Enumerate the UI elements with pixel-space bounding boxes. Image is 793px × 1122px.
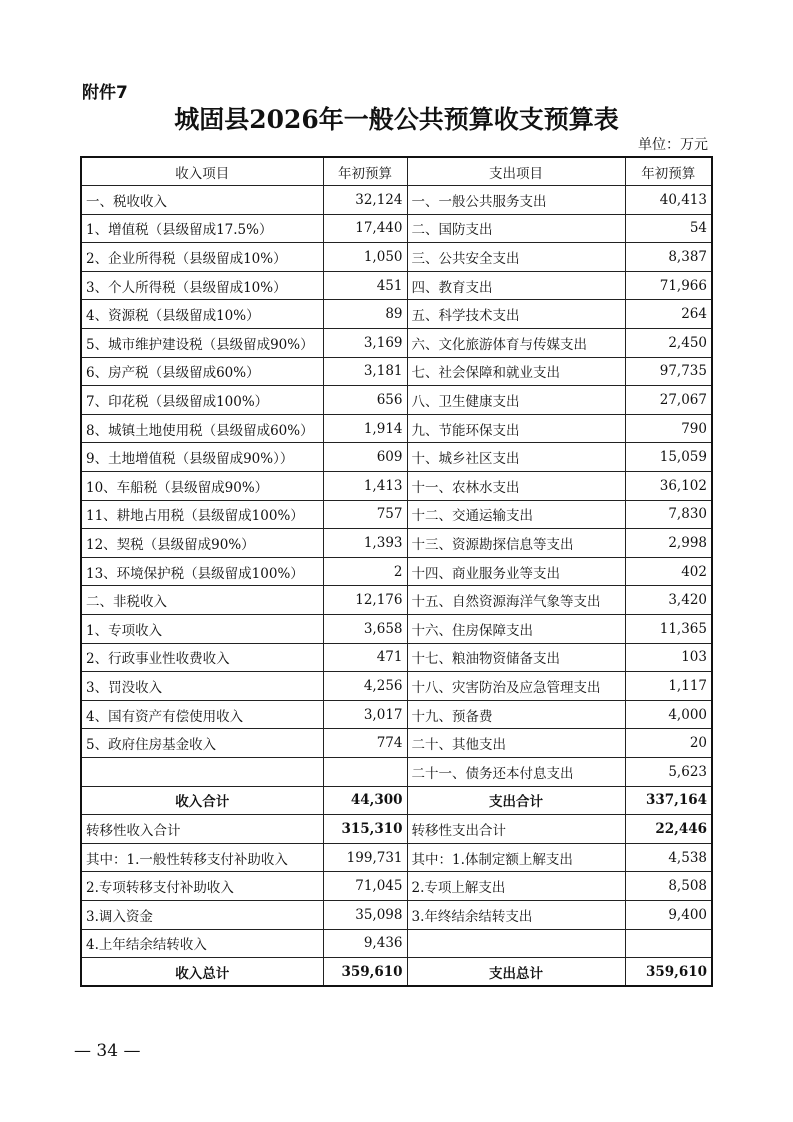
table-row: [81, 500, 712, 529]
expense-item-cell: 二、国防支出: [407, 214, 625, 243]
income-value-cell: 35,098: [323, 900, 407, 929]
expense-item-cell: 十、城乡社区支出: [407, 443, 625, 472]
expense-transfer-label: 转移性支出合计: [407, 815, 625, 844]
expense-item-cell: 二十、其他支出: [407, 729, 625, 758]
income-value-cell: 4,256: [323, 672, 407, 701]
income-value-cell: [323, 757, 407, 786]
table-row: [81, 443, 712, 472]
income-value-cell: 1,413: [323, 472, 407, 501]
expense-value-cell: 8,387: [625, 243, 712, 272]
income-item-cell: 2、企业所得税（县级留成10%）: [81, 243, 323, 272]
expense-grand-total-value: 359,610: [625, 958, 712, 987]
table-row: [81, 186, 712, 215]
table-row: [81, 900, 712, 929]
income-item-cell: 9、土地增值税（县级留成90%））: [81, 443, 323, 472]
income-item-cell: 7、印花税（县级留成100%）: [81, 386, 323, 415]
income-item-cell: 4、资源税（县级留成10%）: [81, 300, 323, 329]
table-row: [81, 529, 712, 558]
income-value-cell: 199,731: [323, 843, 407, 872]
header-income-item: 收入项目: [81, 157, 323, 186]
income-subtotal-label: 收入合计: [81, 786, 323, 815]
expense-value-cell: 5,623: [625, 757, 712, 786]
expense-value-cell: 11,365: [625, 615, 712, 644]
expense-value-cell: 4,000: [625, 700, 712, 729]
table-row: [81, 214, 712, 243]
expense-value-cell: 264: [625, 300, 712, 329]
table-row: [81, 357, 712, 386]
expense-value-cell: 97,735: [625, 357, 712, 386]
expense-item-cell: 六、文化旅游体育与传媒支出: [407, 329, 625, 358]
page-number: — 34 —: [74, 1041, 141, 1061]
header-expense-item: 支出项目: [407, 157, 625, 186]
expense-value-cell: 71,966: [625, 271, 712, 300]
income-item-cell: 13、环境保护税（县级留成100%）: [81, 557, 323, 586]
expense-item-cell: 二十一、债务还本付息支出: [407, 757, 625, 786]
expense-item-cell: 三、公共安全支出: [407, 243, 625, 272]
expense-item-cell: 八、卫生健康支出: [407, 386, 625, 415]
expense-value-cell: 27,067: [625, 386, 712, 415]
income-value-cell: 3,169: [323, 329, 407, 358]
table-row: [81, 615, 712, 644]
income-item-cell: 1、专项收入: [81, 615, 323, 644]
expense-value-cell: 1,117: [625, 672, 712, 701]
table-row: [81, 729, 712, 758]
income-item-cell: 2、行政事业性收费收入: [81, 643, 323, 672]
income-value-cell: 471: [323, 643, 407, 672]
expense-value-cell: 20: [625, 729, 712, 758]
table-row: [81, 929, 712, 958]
income-item-cell: 5、政府住房基金收入: [81, 729, 323, 758]
header-income-budget: 年初预算: [323, 157, 407, 186]
income-item-cell: 2.专项转移支付补助收入: [81, 872, 323, 901]
expense-value-cell: 402: [625, 557, 712, 586]
unit-label: 单位：万元: [638, 137, 708, 153]
income-value-cell: 3,181: [323, 357, 407, 386]
income-value-cell: 1,393: [323, 529, 407, 558]
income-value-cell: 656: [323, 386, 407, 415]
expense-item-cell: 十二、交通运输支出: [407, 500, 625, 529]
expense-value-cell: 15,059: [625, 443, 712, 472]
income-item-cell: 12、契税（县级留成90%）: [81, 529, 323, 558]
income-item-cell: 6、房产税（县级留成60%）: [81, 357, 323, 386]
expense-value-cell: 3,420: [625, 586, 712, 615]
attachment-label: 附件7: [82, 83, 128, 103]
expense-value-cell: 7,830: [625, 500, 712, 529]
table-row: [81, 271, 712, 300]
table-row: [81, 757, 712, 786]
expense-subtotal-value: 337,164: [625, 786, 712, 815]
income-item-cell: 其中：1.一般性转移支付补助收入: [81, 843, 323, 872]
income-transfer-label: 转移性收入合计: [81, 815, 323, 844]
expense-value-cell: 103: [625, 643, 712, 672]
expense-item-cell: 七、社会保障和就业支出: [407, 357, 625, 386]
expense-value-cell: 36,102: [625, 472, 712, 501]
table-row: [81, 414, 712, 443]
expense-item-cell: 2.专项上解支出: [407, 872, 625, 901]
table-row: [81, 672, 712, 701]
table-row: [81, 386, 712, 415]
income-item-cell: 3、罚没收入: [81, 672, 323, 701]
income-value-cell: 17,440: [323, 214, 407, 243]
income-value-cell: 1,050: [323, 243, 407, 272]
income-value-cell: 32,124: [323, 186, 407, 215]
table-row: [81, 557, 712, 586]
expense-item-cell: 十五、自然资源海洋气象等支出: [407, 586, 625, 615]
expense-item-cell: 其中：1.体制定额上解支出: [407, 843, 625, 872]
expense-item-cell: 四、教育支出: [407, 271, 625, 300]
income-item-cell: 一、税收收入: [81, 186, 323, 215]
expense-value-cell: 2,450: [625, 329, 712, 358]
income-item-cell: 8、城镇土地使用税（县级留成60%）: [81, 414, 323, 443]
expense-value-cell: 8,508: [625, 872, 712, 901]
expense-value-cell: 2,998: [625, 529, 712, 558]
expense-value-cell: 9,400: [625, 900, 712, 929]
income-subtotal-value: 44,300: [323, 786, 407, 815]
income-value-cell: 9,436: [323, 929, 407, 958]
income-grand-total-label: 收入总计: [81, 958, 323, 987]
table-row: [81, 243, 712, 272]
income-item-cell: [81, 757, 323, 786]
expense-item-cell: 十三、资源勘探信息等支出: [407, 529, 625, 558]
table-row: [81, 643, 712, 672]
table-row: [81, 586, 712, 615]
income-item-cell: 5、城市维护建设税（县级留成90%）: [81, 329, 323, 358]
income-value-cell: 89: [323, 300, 407, 329]
income-transfer-value: 315,310: [323, 815, 407, 844]
income-value-cell: 757: [323, 500, 407, 529]
expense-value-cell: [625, 929, 712, 958]
table-row: [81, 472, 712, 501]
expense-item-cell: 十八、灾害防治及应急管理支出: [407, 672, 625, 701]
table-row: [81, 700, 712, 729]
expense-grand-total-label: 支出总计: [407, 958, 625, 987]
expense-subtotal-label: 支出合计: [407, 786, 625, 815]
income-value-cell: 451: [323, 271, 407, 300]
expense-item-cell: 3.年终结余结转支出: [407, 900, 625, 929]
expense-value-cell: 4,538: [625, 843, 712, 872]
income-value-cell: 12,176: [323, 586, 407, 615]
budget-table: [80, 156, 713, 987]
page-title: 城固县2026年一般公共预算收支预算表: [174, 105, 619, 134]
income-grand-total-value: 359,610: [323, 958, 407, 987]
table-header-row: [81, 157, 712, 186]
income-value-cell: 609: [323, 443, 407, 472]
income-item-cell: 3、个人所得税（县级留成10%）: [81, 271, 323, 300]
income-item-cell: 1、增值税（县级留成17.5%）: [81, 214, 323, 243]
table-row: [81, 300, 712, 329]
income-item-cell: 11、耕地占用税（县级留成100%）: [81, 500, 323, 529]
income-item-cell: 二、非税收入: [81, 586, 323, 615]
expense-item-cell: 十七、粮油物资储备支出: [407, 643, 625, 672]
grand-total-row: [81, 958, 712, 987]
expense-value-cell: 54: [625, 214, 712, 243]
expense-item-cell: 九、节能环保支出: [407, 414, 625, 443]
income-item-cell: 4、国有资产有偿使用收入: [81, 700, 323, 729]
income-value-cell: 3,658: [323, 615, 407, 644]
expense-item-cell: 十六、住房保障支出: [407, 615, 625, 644]
expense-item-cell: 五、科学技术支出: [407, 300, 625, 329]
expense-value-cell: 790: [625, 414, 712, 443]
income-value-cell: 2: [323, 557, 407, 586]
expense-item-cell: 十九、预备费: [407, 700, 625, 729]
income-item-cell: 4.上年结余结转收入: [81, 929, 323, 958]
expense-value-cell: 40,413: [625, 186, 712, 215]
table-row: [81, 843, 712, 872]
transfer-total-row: [81, 815, 712, 844]
income-item-cell: 3.调入资金: [81, 900, 323, 929]
income-value-cell: 1,914: [323, 414, 407, 443]
expense-item-cell: 一、一般公共服务支出: [407, 186, 625, 215]
expense-item-cell: 十四、商业服务业等支出: [407, 557, 625, 586]
income-item-cell: 10、车船税（县级留成90%）: [81, 472, 323, 501]
header-expense-budget: 年初预算: [625, 157, 712, 186]
income-value-cell: 774: [323, 729, 407, 758]
table-row: [81, 872, 712, 901]
table-row: [81, 329, 712, 358]
expense-transfer-value: 22,446: [625, 815, 712, 844]
income-value-cell: 3,017: [323, 700, 407, 729]
income-value-cell: 71,045: [323, 872, 407, 901]
expense-item-cell: 十一、农林水支出: [407, 472, 625, 501]
expense-item-cell: [407, 929, 625, 958]
subtotal-row: [81, 786, 712, 815]
